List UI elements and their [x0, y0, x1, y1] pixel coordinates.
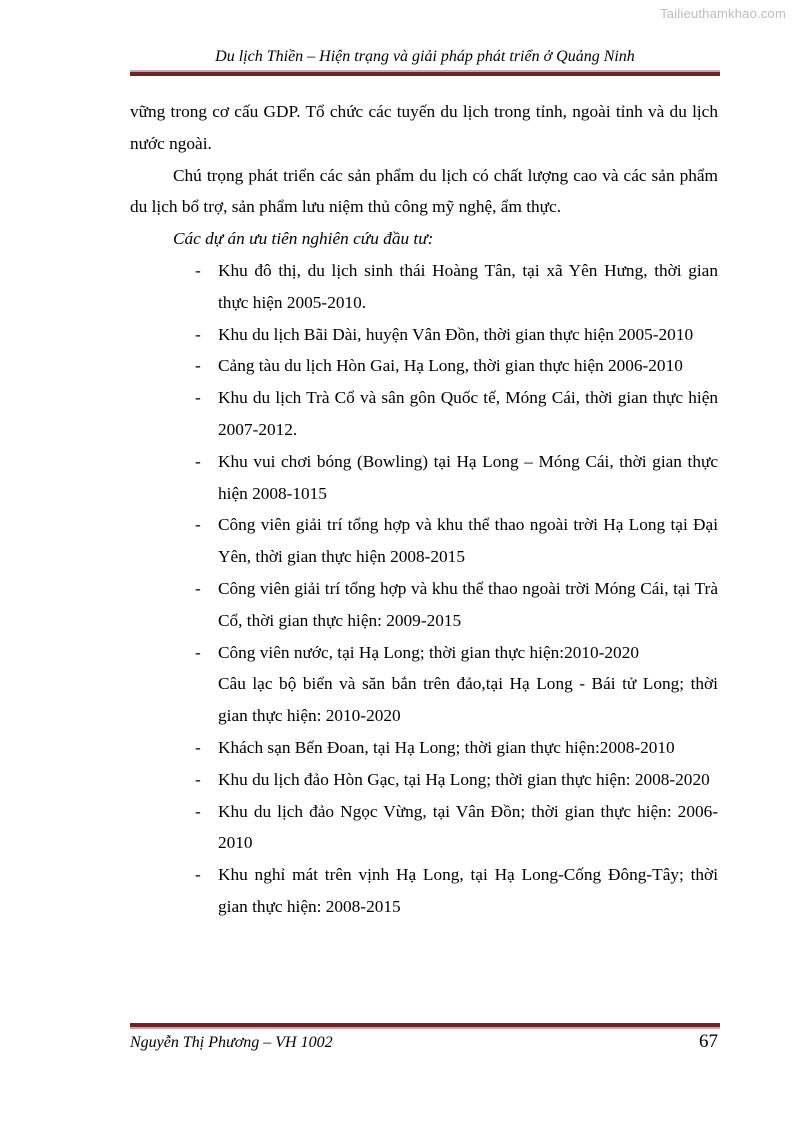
bullet-dash: - [195, 260, 201, 280]
list-item [130, 255, 718, 319]
bullet-dash: - [195, 324, 201, 344]
list-item [130, 573, 718, 637]
watermark: Tailieuthamkhao.com [660, 6, 786, 21]
bullet-dash: - [195, 388, 201, 408]
list-item-text: Công viên nước, tại Hạ Long; thời gian thực hiện:2010-2020 [218, 642, 639, 662]
list-item [130, 382, 718, 446]
bullet-dash: - [195, 451, 201, 471]
footer-author: Nguyễn Thị Phương – VH 1002 [130, 1034, 333, 1051]
footer-rule-thin [130, 1027, 720, 1029]
list-item [130, 446, 718, 510]
list-item-text: Khu du lịch đảo Ngọc Vừng, tại Vân Đồn; thời gian thực hiện: 2006-2010 [218, 801, 718, 853]
list-item [130, 764, 718, 796]
paragraph: Chú trọng phát triển các sản phẩm du lịch có chất lượng cao và các sản phẩm du lịch bổ trợ, sản phẩm lưu niệm thủ công mỹ nghệ, ẩm thực. [130, 165, 718, 217]
list-item [130, 637, 718, 732]
list-item-text: Công viên giải trí tổng hợp và khu thể thao ngoài trời Hạ Long tại Đại Yên, thời gian thực hiện 2008-2015 [218, 515, 718, 567]
list-item-continuation: Câu lạc bộ biển và săn bắn trên đảo,tại Hạ Long - Bái tử Long; thời gian thực hiện: 2010-2020 [218, 674, 718, 726]
list-item-text: Khu nghỉ mát trên vịnh Hạ Long, tại Hạ Long-Cống Đông-Tây; thời gian thực hiện: 2008-2015 [218, 865, 718, 916]
footer-rule [130, 1023, 720, 1029]
bullet-dash: - [195, 865, 201, 885]
list-item [130, 319, 718, 351]
list-item [130, 859, 718, 923]
section-lead: Các dự án ưu tiên nghiên cứu đầu tư: [173, 229, 434, 249]
bullet-dash: - [195, 515, 201, 535]
bullet-dash: - [195, 356, 201, 376]
bullet-dash: - [195, 578, 201, 598]
page-body [130, 96, 718, 923]
header-rule [130, 70, 720, 76]
bullet-dash: - [195, 801, 201, 821]
list-item-text: Khu du lịch đảo Hòn Gạc, tại Hạ Long; thời gian thực hiện: 2008-2020 [218, 769, 710, 789]
bullet-dash: - [195, 769, 201, 789]
list-item [130, 350, 718, 382]
bullet-dash: - [195, 642, 201, 662]
list-item-text: Khách sạn Bến Đoan, tại Hạ Long; thời gian thực hiện:2008-2010 [218, 737, 675, 757]
list-item-text: Khu đô thị, du lịch sinh thái Hoàng Tân, tại xã Yên Hưng, thời gian thực hiện 2005-2010. [218, 260, 718, 312]
list-item [130, 732, 718, 764]
list-item [130, 796, 718, 860]
list-item-text: Khu du lịch Trà Cổ và sân gôn Quốc tế, Móng Cái, thời gian thực hiện 2007-2012. [218, 388, 718, 439]
project-list [130, 255, 718, 923]
list-item-text: Cảng tàu du lịch Hòn Gai, Hạ Long, thời gian thực hiện 2006-2010 [218, 356, 683, 376]
page-number: 67 [699, 1031, 718, 1052]
list-item [130, 509, 718, 573]
running-header: Du lịch Thiền – Hiện trạng và giải pháp phát triển ở Quảng Ninh [215, 48, 635, 65]
list-item-text: Khu vui chơi bóng (Bowling) tại Hạ Long – Móng Cái, thời gian thực hiện 2008-1015 [218, 451, 718, 503]
list-item-text: Công viên giải trí tổng hợp và khu thể thao ngoài trời Móng Cái, tại Trà Cổ, thời gian thực hiện: 2009-2015 [218, 578, 718, 630]
header-rule-thick [130, 72, 720, 76]
paragraph: vững trong cơ cấu GDP. Tổ chức các tuyến du lịch trong tỉnh, ngoài tỉnh và du lịch nước ngoài. [130, 102, 718, 153]
list-item-text: Khu du lịch Bãi Dài, huyện Vân Đồn, thời gian thực hiện 2005-2010 [218, 324, 694, 344]
bullet-dash: - [195, 737, 201, 757]
